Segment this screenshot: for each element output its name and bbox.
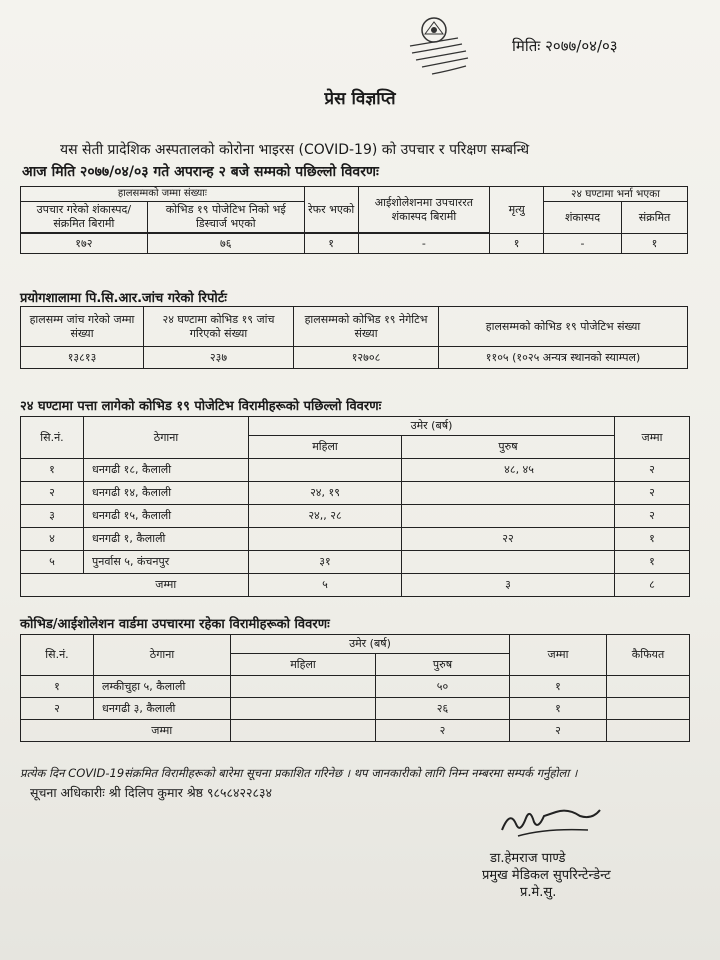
table-row xyxy=(21,676,690,698)
table-cell: २४, १९ xyxy=(249,482,402,505)
table-cell: ११०५ (१०२५ अन्यत्र स्थानको स्याम्पल) xyxy=(439,347,688,369)
table-cell: १ xyxy=(304,234,358,254)
table-cell: १ xyxy=(510,698,607,720)
table-cell: १ xyxy=(622,234,688,254)
table-cell: ५ xyxy=(249,574,402,597)
page-title: प्रेस विज्ञप्ति xyxy=(324,89,396,109)
table-cell xyxy=(231,676,376,698)
table-cell: २ xyxy=(510,720,607,742)
table-header: महिला xyxy=(231,654,376,676)
signature-icon xyxy=(496,800,606,840)
signatory-block xyxy=(482,850,611,901)
table-cell: लम्कीचुहा ५, कैलाली xyxy=(94,676,231,698)
government-seal-icon xyxy=(388,16,488,78)
table-total-row xyxy=(21,574,690,597)
table-row xyxy=(21,698,690,720)
table-cell: धनगढी १८, कैलाली xyxy=(84,459,249,482)
isolation-table xyxy=(20,634,690,742)
table-header: ठेगाना xyxy=(94,635,231,676)
table-header: संक्रमित xyxy=(622,202,688,234)
table-row xyxy=(21,459,690,482)
table-cell: १३८१३ xyxy=(21,347,144,369)
table-cell: धनगढी १, कैलाली xyxy=(84,528,249,551)
table-cell xyxy=(231,698,376,720)
footnote: प्रत्येक दिन COVID-19संक्रमित विरामीहरूको बारेमा सूचना प्रकाशित गरिनेछ । थप जानकारीको लागि निम्न नम्बरमा सम्पर्क गर्नुहोला । xyxy=(20,766,578,780)
positive-cases-heading: २४ घण्टामा पत्ता लागेको कोभिड १९ पोजेटिभ विरामीहरूको पछिल्लो विवरणः xyxy=(20,399,382,414)
table-header: सि.नं. xyxy=(21,417,84,459)
table-header: पुरुष xyxy=(402,436,615,459)
table-cell: १ xyxy=(490,234,544,254)
signatory-name: डा.हेमराज पाण्डे xyxy=(490,851,566,866)
table-cell: २३७ xyxy=(144,347,294,369)
table-cell: ४ xyxy=(21,528,84,551)
table-cell xyxy=(607,720,690,742)
table-cell: १२७०८ xyxy=(294,347,439,369)
table-cell: २ xyxy=(615,482,690,505)
table-header: हालसम्मको जम्मा संख्याः xyxy=(21,187,305,202)
table-cell: ७६ xyxy=(147,234,304,254)
table-cell: ५० xyxy=(376,676,510,698)
table-total-row xyxy=(21,720,690,742)
table-cell: ४८, ४५ xyxy=(402,459,615,482)
table-cell: १ xyxy=(615,528,690,551)
table-row xyxy=(21,482,690,505)
table-cell xyxy=(607,698,690,720)
table-cell: २ xyxy=(21,698,94,720)
lab-report-table xyxy=(20,306,688,369)
intro-line-1: यस सेती प्रादेशिक अस्पतालको कोरोना भाइरस (COVID-19) को उपचार र परिक्षण सम्बन्धि xyxy=(60,142,530,158)
table-header: उमेर (बर्ष) xyxy=(231,635,510,654)
table-header: ठेगाना xyxy=(84,417,249,459)
table-cell xyxy=(402,505,615,528)
table-header: कोभिड १९ पोजेटिभ निको भई डिस्चार्ज भएको xyxy=(147,202,304,233)
table-cell: - xyxy=(358,234,490,254)
signatory-abbr: प्र.मे.सु. xyxy=(520,885,557,900)
isolation-heading: कोभिड/आईशोलेशन वार्डमा उपचारमा रहेका विरामीहरूको विवरणः xyxy=(20,617,330,632)
table-cell: ५ xyxy=(21,551,84,574)
table-cell: ३ xyxy=(402,574,615,597)
table-header: सि.नं. xyxy=(21,635,94,676)
table-row xyxy=(21,505,690,528)
table-cell: जम्मा xyxy=(94,720,231,742)
table-cell: ८ xyxy=(615,574,690,597)
intro-line-2: आज मिति २०७७/०४/०३ गते अपरान्ह २ बजे सम्मको पछिल्लो विवरणः xyxy=(22,164,379,180)
table-cell: ३ xyxy=(21,505,84,528)
table-cell: २ xyxy=(376,720,510,742)
table-cell: २ xyxy=(21,482,84,505)
table-header: उपचार गरेको शंकास्पद/संक्रमित बिरामी xyxy=(21,202,148,233)
table-row xyxy=(21,551,690,574)
table-header: हालसम्मको कोभिड १९ पोजेटिभ संख्या xyxy=(439,307,688,347)
table-header: जम्मा xyxy=(510,635,607,676)
table-cell: धनगढी ३, कैलाली xyxy=(94,698,231,720)
table-cell: धनगढी १५, कैलाली xyxy=(84,505,249,528)
table-header: जम्मा xyxy=(615,417,690,459)
table-header: रेफर भएको xyxy=(304,187,358,233)
release-date: मितिः २०७७/०४/०३ xyxy=(512,37,618,55)
table-cell xyxy=(231,720,376,742)
table-header: २४ घण्टामा भर्ना भएका xyxy=(544,187,688,202)
table-cell: ३१ xyxy=(249,551,402,574)
table-cell: जम्मा xyxy=(84,574,249,597)
table-header: कैफियत xyxy=(607,635,690,676)
table-cell: १ xyxy=(615,551,690,574)
table-cell: धनगढी १४, कैलाली xyxy=(84,482,249,505)
table-row xyxy=(21,528,690,551)
table-cell: - xyxy=(544,234,622,254)
table-cell xyxy=(249,528,402,551)
table-header: २४ घण्टामा कोभिड १९ जांच गरिएको संख्या xyxy=(144,307,294,347)
signatory-title: प्रमुख मेडिकल सुपरिन्टेन्डेन्ट xyxy=(482,868,611,883)
table-header: हालसम्मको कोभिड १९ नेगेटिभ संख्या xyxy=(294,307,439,347)
table-header: उमेर (बर्ष) xyxy=(249,417,615,436)
table-header: शंकास्पद xyxy=(544,202,622,234)
table-cell xyxy=(607,676,690,698)
table-cell: १ xyxy=(21,676,94,698)
table-cell: २६ xyxy=(376,698,510,720)
table-cell xyxy=(402,482,615,505)
table-cell: १ xyxy=(510,676,607,698)
table-header: मृत्यु xyxy=(490,187,544,234)
information-officer: सूचना अधिकारीः श्री दिलिप कुमार श्रेष्ठ ९८५८४२२८३४ xyxy=(30,785,273,800)
table-cell: २४,, २८ xyxy=(249,505,402,528)
table-cell: १ xyxy=(21,459,84,482)
table-header: आईशोलेशनमा उपचाररत शंकास्पद बिरामी xyxy=(358,187,490,233)
table-header: पुरुष xyxy=(376,654,510,676)
table-cell xyxy=(249,459,402,482)
summary-table xyxy=(20,186,688,254)
table-cell: पुनर्वास ५, कंचनपुर xyxy=(84,551,249,574)
table-cell xyxy=(402,551,615,574)
table-header: महिला xyxy=(249,436,402,459)
positive-cases-table xyxy=(20,416,690,597)
lab-report-heading: प्रयोगशालामा पि.सि.आर.जांच गरेको रिपोर्टः xyxy=(20,291,227,306)
table-header: हालसम्म जांच गरेको जम्मा संख्या xyxy=(21,307,144,347)
table-cell: २ xyxy=(615,505,690,528)
table-cell: २ xyxy=(615,459,690,482)
table-cell: १७२ xyxy=(21,234,148,254)
table-cell: २२ xyxy=(402,528,615,551)
